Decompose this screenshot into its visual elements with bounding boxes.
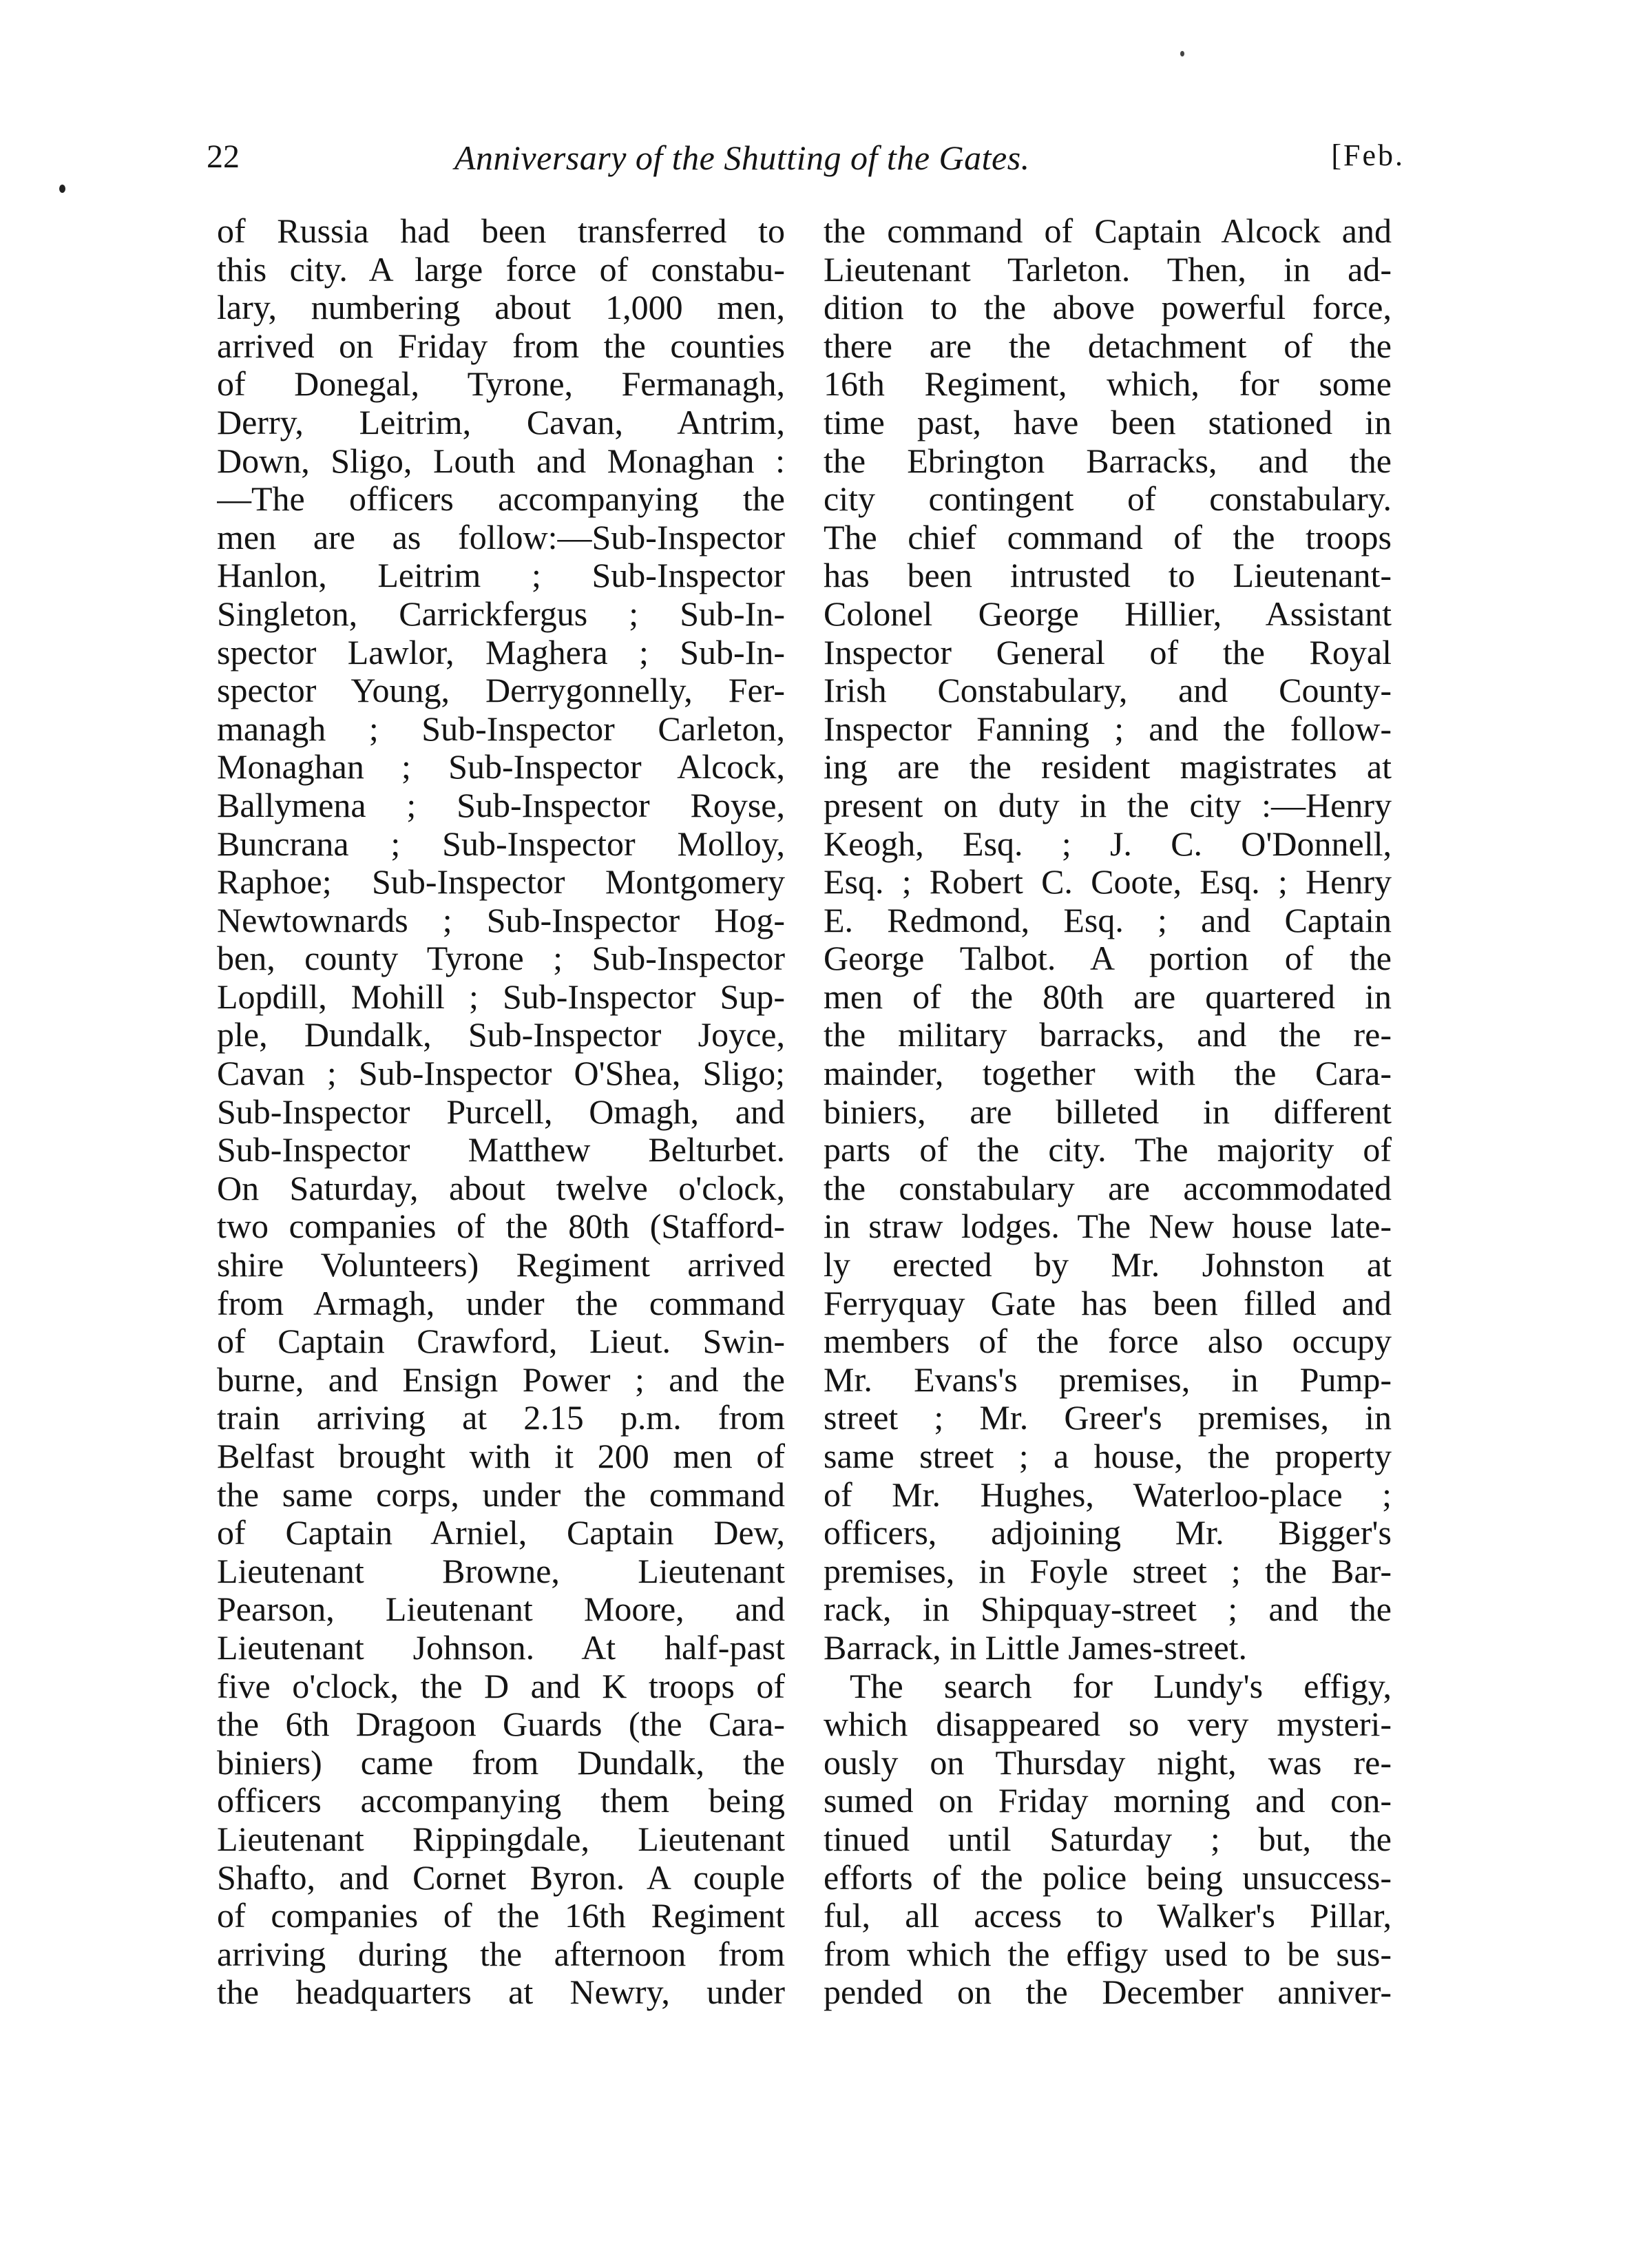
text-line: Ballymena ; Sub-Inspector Royse,	[217, 786, 785, 824]
text-line: same street ; a house, the property	[824, 1437, 1392, 1475]
text-line: men of the 80th are quartered in	[824, 977, 1392, 1016]
text-line: of companies of the 16th Regiment	[217, 1897, 785, 1935]
ink-speck	[1180, 51, 1184, 56]
text-line: officers accompanying them being	[217, 1782, 785, 1820]
text-line: E. Redmond, Esq. ; and Captain	[824, 901, 1392, 939]
text-line: Lieutenant Browne, Lieutenant	[217, 1552, 785, 1590]
text-line: Cavan ; Sub-Inspector O'Shea, Sligo;	[217, 1054, 785, 1093]
text-line: of Donegal, Tyrone, Fermanagh,	[217, 365, 785, 404]
text-line: dition to the above powerful force,	[824, 289, 1392, 327]
text-line: of Russia had been transferred to	[217, 212, 785, 250]
text-line: Shafto, and Cornet Byron. A couple	[217, 1858, 785, 1897]
text-line: Lieutenant Tarleton. Then, in ad-	[824, 250, 1392, 289]
running-title: Anniversary of the Shutting of the Gates.	[454, 138, 1030, 177]
text-line: Colonel George Hillier, Assistant	[824, 594, 1392, 633]
text-line: efforts of the police being unsuccess-	[824, 1858, 1392, 1897]
text-line: tinued until Saturday ; but, the	[824, 1820, 1392, 1858]
text-line: lary, numbering about 1,000 men,	[217, 289, 785, 327]
text-line: ple, Dundalk, Sub-Inspector Joyce,	[217, 1016, 785, 1054]
text-line: arriving during the afternoon from	[217, 1935, 785, 1973]
text-line: Buncrana ; Sub-Inspector Molloy,	[217, 824, 785, 863]
text-line: Pearson, Lieutenant Moore, and	[217, 1590, 785, 1629]
page-header	[207, 138, 1405, 200]
text-line: in straw lodges. The New house late-	[824, 1207, 1392, 1246]
text-line: —The officers accompanying the	[217, 480, 785, 519]
text-line: Ferryquay Gate has been filled and	[824, 1284, 1392, 1322]
text-line: The chief command of the troops	[824, 518, 1392, 556]
text-line: managh ; Sub-Inspector Carleton,	[217, 709, 785, 748]
text-line: train arriving at 2.15 p.m. from	[217, 1399, 785, 1437]
text-line: Barrack, in Little James-street.	[824, 1628, 1248, 1667]
text-line: Lopdill, Mohill ; Sub-Inspector Sup-	[217, 977, 785, 1016]
text-line: arrived on Friday from the counties	[217, 326, 785, 365]
text-line: Lieutenant Johnson. At half-past	[217, 1628, 785, 1667]
text-line: Hanlon, Leitrim ; Sub-Inspector	[217, 556, 785, 595]
text-line: has been intrusted to Lieutenant-	[824, 556, 1392, 595]
text-line: ben, county Tyrone ; Sub-Inspector	[217, 939, 785, 978]
text-line: Lieutenant Rippingdale, Lieutenant	[217, 1820, 785, 1858]
text-line: the command of Captain Alcock and	[824, 212, 1392, 250]
ink-speck	[59, 185, 65, 193]
text-line: men are as follow:—Sub-Inspector	[217, 518, 785, 556]
text-line: ly erected by Mr. Johnston at	[824, 1246, 1392, 1284]
text-line: there are the detachment of the	[824, 326, 1392, 365]
text-line: rack, in Shipquay-street ; and the	[824, 1590, 1392, 1629]
text-line: Inspector Fanning ; and the follow-	[824, 709, 1392, 748]
text-line: spector Lawlor, Maghera ; Sub-In-	[217, 633, 785, 672]
text-line: two companies of the 80th (Stafford-	[217, 1207, 785, 1246]
text-line: pended on the December anniver-	[824, 1973, 1392, 2012]
text-line: of Mr. Hughes, Waterloo-place ;	[824, 1475, 1392, 1514]
text-line: the 6th Dragoon Guards (the Cara-	[217, 1705, 785, 1744]
text-line: the same corps, under the command	[217, 1475, 785, 1514]
text-line: Singleton, Carrickfergus ; Sub-In-	[217, 594, 785, 633]
text-line: time past, have been stationed in	[824, 403, 1392, 441]
text-line: Sub-Inspector Purcell, Omagh, and	[217, 1092, 785, 1131]
text-line: of Captain Arniel, Captain Dew,	[217, 1514, 785, 1552]
text-line: Mr. Evans's premises, in Pump-	[824, 1360, 1392, 1399]
text-line: The search for Lundy's effigy,	[850, 1667, 1392, 1705]
text-line: city contingent of constabulary.	[824, 480, 1392, 519]
text-line: five o'clock, the D and K troops of	[217, 1667, 785, 1705]
text-line: present on duty in the city :—Henry	[824, 786, 1392, 824]
text-line: the Ebrington Barracks, and the	[824, 441, 1392, 480]
text-line: the headquarters at Newry, under	[217, 1973, 785, 2012]
text-line: mainder, together with the Cara-	[824, 1054, 1392, 1093]
text-line: spector Young, Derrygonnelly, Fer-	[217, 672, 785, 710]
text-line: the military barracks, and the re-	[824, 1016, 1392, 1054]
text-line: which disappeared so very mysteri-	[824, 1705, 1392, 1744]
text-line: Raphoe; Sub-Inspector Montgomery	[217, 863, 785, 902]
text-line: Sub-Inspector Matthew Belturbet.	[217, 1131, 785, 1169]
text-line: from Armagh, under the command	[217, 1284, 785, 1322]
text-line: George Talbot. A portion of the	[824, 939, 1392, 978]
text-line: officers, adjoining Mr. Bigger's	[824, 1514, 1392, 1552]
text-line: Monaghan ; Sub-Inspector Alcock,	[217, 748, 785, 787]
text-line: Derry, Leitrim, Cavan, Antrim,	[217, 403, 785, 441]
text-line: burne, and Ensign Power ; and the	[217, 1360, 785, 1399]
text-line: premises, in Foyle street ; the Bar-	[824, 1552, 1392, 1590]
text-line: ful, all access to Walker's Pillar,	[824, 1897, 1392, 1935]
text-line: Irish Constabulary, and County-	[824, 672, 1392, 710]
text-line: Inspector General of the Royal	[824, 633, 1392, 672]
text-line: Down, Sligo, Louth and Monaghan :	[217, 441, 785, 480]
page-number: 22	[207, 138, 240, 175]
text-line: Belfast brought with it 200 men of	[217, 1437, 785, 1475]
text-line: the constabulary are accommodated	[824, 1169, 1392, 1207]
text-line: parts of the city. The majority of	[824, 1131, 1392, 1169]
text-line: street ; Mr. Greer's premises, in	[824, 1399, 1392, 1437]
text-line: On Saturday, about twelve o'clock,	[217, 1169, 785, 1207]
text-line: Esq. ; Robert C. Coote, Esq. ; Henry	[824, 863, 1392, 902]
text-line: biniers, are billeted in different	[824, 1092, 1392, 1131]
text-line: ing are the resident magistrates at	[824, 748, 1392, 787]
text-line: of Captain Crawford, Lieut. Swin-	[217, 1322, 785, 1361]
text-line: 16th Regiment, which, for some	[824, 365, 1392, 404]
text-line: Keogh, Esq. ; J. C. O'Donnell,	[824, 824, 1392, 863]
text-line: ously on Thursday night, was re-	[824, 1743, 1392, 1782]
right-column	[824, 212, 1392, 2012]
text-line: sumed on Friday morning and con-	[824, 1782, 1392, 1820]
text-line: biniers) came from Dundalk, the	[217, 1743, 785, 1782]
section-mark: [Feb.	[1331, 138, 1405, 172]
left-column	[217, 212, 785, 2012]
text-line: this city. A large force of constabu-	[217, 250, 785, 289]
text-line: shire Volunteers) Regiment arrived	[217, 1246, 785, 1284]
text-line: members of the force also occupy	[824, 1322, 1392, 1361]
text-line: Newtownards ; Sub-Inspector Hog-	[217, 901, 785, 939]
text-line: from which the effigy used to be sus-	[824, 1935, 1392, 1973]
